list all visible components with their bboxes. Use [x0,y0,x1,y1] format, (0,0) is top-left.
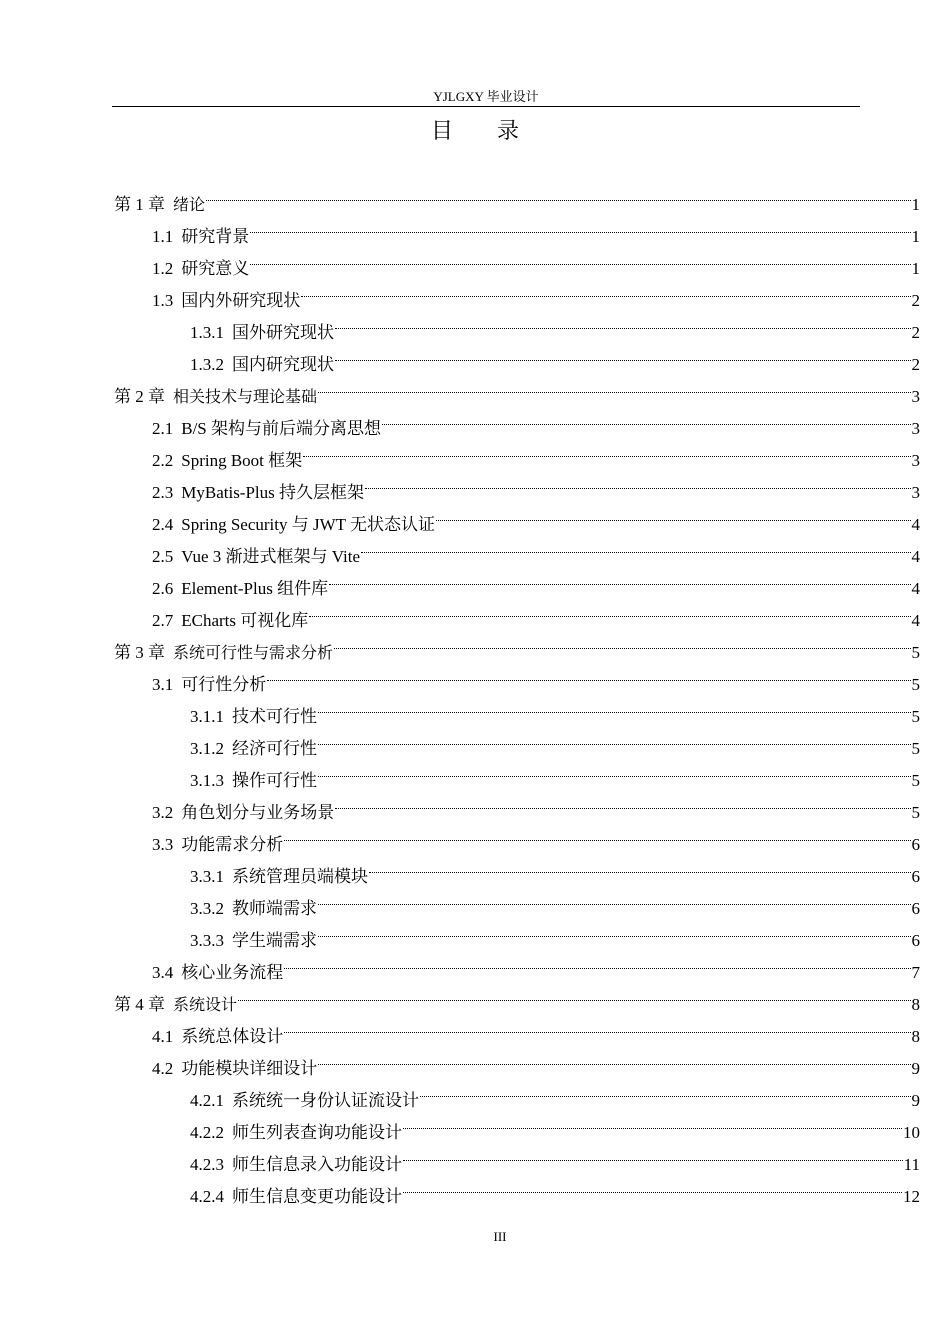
toc-dot-leader [365,466,910,498]
toc-entry-number: 3.1.2 [190,739,224,758]
toc-entry-title: 技术可行性 [232,707,317,726]
toc-entry-title: 研究意义 [181,259,250,278]
toc-dot-leader [318,914,911,946]
toc-entry-page: 9 [911,1091,920,1110]
toc-dot-leader [267,658,910,690]
toc-dot-leader [301,274,910,306]
toc-entry-number: 1.3 [152,291,174,310]
toc-dot-leader [335,786,910,818]
toc-entry-number: 第 1 章 [114,195,165,214]
toc-entry-title: 师生信息变更功能设计 [232,1187,402,1206]
toc-entry-page: 5 [911,739,920,758]
toc-entry-title: ECharts 可视化库 [181,611,309,630]
toc-entry-page: 5 [911,643,920,662]
toc-entry-page: 5 [911,803,920,822]
toc-entry-number: 1.3.2 [190,355,224,374]
toc-entry-page: 2 [911,291,920,310]
toc-entry-number: 4.1 [152,1027,174,1046]
toc-entry-title: 教师端需求 [232,899,317,918]
toc-dot-leader [318,370,910,402]
toc-dot-leader [403,1106,902,1138]
toc-entry-page: 3 [911,483,920,502]
toc-dot-leader [361,530,910,562]
toc-entry-page: 4 [911,515,920,534]
toc-entry-title: Spring Boot 框架 [181,451,303,470]
toc-entry-title: 系统管理员端模块 [232,867,368,886]
toc-entry-title: 研究背景 [181,227,250,246]
toc-entry-number: 4.2.3 [190,1155,224,1174]
toc-entry-number: 3.1.1 [190,707,224,726]
toc-entry-title: MyBatis-Plus 持久层框架 [181,483,365,502]
toc-entry-title: 经济可行性 [232,739,317,758]
toc-entry-title: 国内研究现状 [232,355,334,374]
toc-entry-title: 角色划分与业务场景 [181,803,335,822]
toc-dot-leader [284,946,910,978]
toc-dot-leader [284,818,910,850]
toc-entry-title: 学生端需求 [232,931,317,950]
toc-entry-title: Vue 3 渐进式框架与 Vite [181,547,361,566]
toc-dot-leader [318,754,911,786]
toc-entry-title: B/S 架构与前后端分离思想 [181,419,382,438]
toc-dot-leader [329,562,910,594]
toc-entry-page: 2 [911,355,920,374]
toc-entry-page: 8 [911,1027,920,1046]
toc-entry-number: 3.3.2 [190,899,224,918]
toc-dot-leader [403,1138,903,1170]
toc-entry-number: 1.2 [152,259,174,278]
page-number: III [493,1229,507,1244]
toc-entry-page: 5 [911,675,920,694]
page-header: YJLGXY 毕业设计 [433,89,539,104]
toc-entry-page: 1 [911,195,920,214]
toc-entry-number: 2.5 [152,547,174,566]
toc-entry-number: 2.4 [152,515,174,534]
toc-entry-page: 4 [911,547,920,566]
toc-entry-title: 绪论 [173,195,206,214]
toc-entry-page: 3 [911,419,920,438]
toc-entry-title: 核心业务流程 [181,963,284,982]
toc-entry[interactable] [114,210,920,246]
toc-entry-page: 6 [911,899,920,918]
toc-entry-number: 3.3 [152,835,174,854]
toc-dot-leader [318,882,911,914]
toc-entry-page: 11 [903,1155,920,1174]
toc-entry-title: 系统设计 [173,995,238,1014]
toc-entry-title: 相关技术与理论基础 [173,387,318,406]
toc-entry-number: 4.2 [152,1059,174,1078]
toc-entry-page: 8 [911,995,920,1014]
toc-entry-number: 2.1 [152,419,174,438]
toc-dot-leader [382,402,910,434]
toc-entry-title: 功能需求分析 [181,835,284,854]
toc-entry-page: 6 [911,931,920,950]
toc-entry-number: 第 4 章 [114,995,165,1014]
toc-dot-leader [284,1010,910,1042]
toc-entry-title: 系统总体设计 [181,1027,284,1046]
toc-dot-leader [335,338,911,370]
toc-dot-leader [238,978,910,1010]
toc-entry-number: 3.1 [152,675,174,694]
toc-entry-number: 4.2.1 [190,1091,224,1110]
toc-dot-leader [303,434,910,466]
toc-dot-leader [335,306,911,338]
toc-entry-title: 国外研究现状 [232,323,334,342]
toc-entry-page: 7 [911,963,920,982]
toc-dot-leader [309,594,910,626]
toc-entry-number: 2.2 [152,451,174,470]
toc-entry-number: 1.1 [152,227,174,246]
table-of-contents [114,178,920,1206]
toc-entry-number: 3.4 [152,963,174,982]
toc-entry-title: 师生列表查询功能设计 [232,1123,402,1142]
toc-entry-page: 5 [911,707,920,726]
toc-entry-number: 第 3 章 [114,643,165,662]
toc-entry-title: 可行性分析 [181,675,267,694]
toc-entry-page: 4 [911,611,920,630]
toc-entry-number: 1.3.1 [190,323,224,342]
toc-entry-number: 4.2.4 [190,1187,224,1206]
toc-entry-page: 6 [911,835,920,854]
toc-entry-page: 5 [911,771,920,790]
toc-entry-title: 系统可行性与需求分析 [173,643,334,662]
toc-entry-number: 3.1.3 [190,771,224,790]
toc-entry-title: Spring Security 与 JWT 无状态认证 [181,515,435,534]
toc-entry-title: 操作可行性 [232,771,317,790]
toc-entry-page: 3 [911,387,920,406]
toc-dot-leader [250,242,910,274]
toc-dot-leader [318,690,911,722]
toc-dot-leader [318,722,911,754]
toc-entry-title: 国内外研究现状 [181,291,301,310]
toc-entry-number: 3.3.3 [190,931,224,950]
toc-dot-leader [334,626,910,658]
toc-entry-number: 第 2 章 [114,387,165,406]
toc-entry-page: 1 [911,227,920,246]
toc-entry-number: 2.6 [152,579,174,598]
toc-entry-page: 10 [903,1123,920,1142]
toc-dot-leader [318,1042,910,1074]
toc-entry-title: 功能模块详细设计 [181,1059,318,1078]
toc-entry-page: 2 [911,323,920,342]
toc-dot-leader [403,1170,902,1202]
toc-dot-leader [206,178,910,210]
toc-entry-page: 3 [911,451,920,470]
toc-entry-number: 3.2 [152,803,174,822]
toc-entry-number: 3.3.1 [190,867,224,886]
header-rule [112,106,860,107]
toc-entry[interactable] [114,178,920,214]
toc-dot-leader [250,210,910,242]
toc-entry-page: 1 [911,259,920,278]
toc-entry-title: 师生信息录入功能设计 [232,1155,402,1174]
toc-entry-title: 系统统一身份认证流设计 [232,1091,419,1110]
toc-entry-number: 2.3 [152,483,174,502]
toc-entry-title: Element-Plus 组件库 [181,579,329,598]
toc-dot-leader [436,498,911,530]
toc-entry-number: 2.7 [152,611,174,630]
toc-dot-leader [420,1074,911,1106]
toc-dot-leader [369,850,911,882]
toc-entry-page: 12 [903,1187,920,1206]
toc-entry-number: 4.2.2 [190,1123,224,1142]
toc-entry-page: 9 [911,1059,920,1078]
toc-entry-page: 4 [911,579,920,598]
toc-entry-page: 6 [911,867,920,886]
toc-title: 目录 [430,118,563,143]
